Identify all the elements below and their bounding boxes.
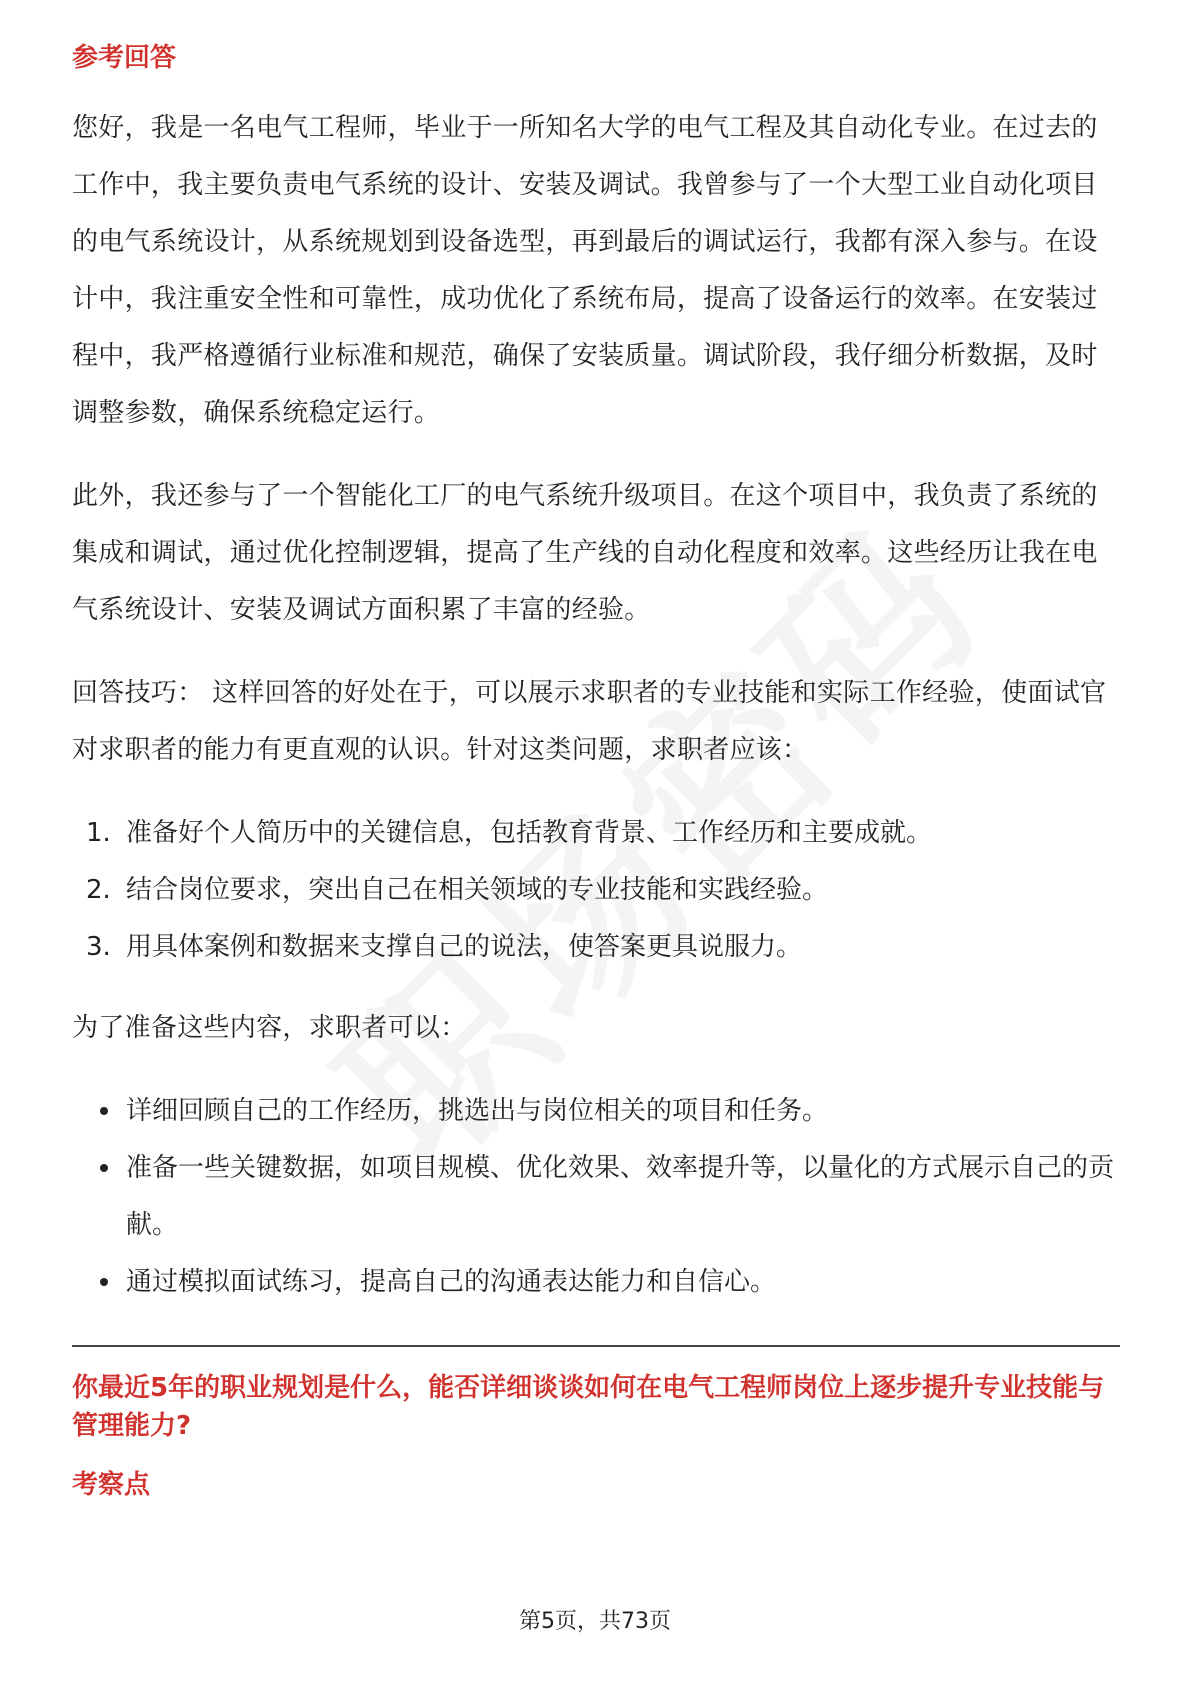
list-item: [72, 805, 1120, 862]
list-item: [72, 1254, 1120, 1311]
answer-label: 参考回答: [72, 43, 177, 73]
prep-intro: 为了准备这些内容，求职者可以：: [72, 1013, 467, 1043]
list-item: [72, 862, 1120, 919]
list-number: 3.: [86, 932, 111, 962]
list-item-text: 详细回顾自己的工作经历，挑选出与岗位相关的项目和任务。: [126, 1096, 829, 1126]
list-item-text: 准备好个人简历中的关键信息，包括教育背景、工作经历和主要成就。: [126, 818, 933, 848]
list-item-text: 通过模拟面试练习，提高自己的沟通表达能力和自信心。: [126, 1267, 777, 1297]
answer-paragraph-1: 您好，我是一名电气工程师，毕业于一所知名大学的电气工程及其自动化专业。在过去的工作中，我主要负责电气系统的设计、安装及调试。我曾参与了一个大型工业自动化项目的电气系统设计，从系统规划到设备选型，再到最后的调试运行，我都有深入参与。在设计中，我注重安全性和可靠性，成功优化了系统布局，提高了设备运行的效率。在安装过程中，我严格遵循行业标准和规范，确保了安装质量。调试阶段，我仔细分析数据，及时调整参数，确保系统稳定运行。: [72, 113, 1098, 428]
answer-paragraph-2: 此外，我还参与了一个智能化工厂的电气系统升级项目。在这个项目中，我负责了系统的集成和调试，通过优化控制逻辑，提高了生产线的自动化程度和效率。这些经历让我在电气系统设计、安装及调试方面积累了丰富的经验。: [72, 481, 1098, 625]
bullet-list: [72, 1083, 1120, 1311]
answer-tips-paragraph: 回答技巧： 这样回答的好处在于，可以展示求职者的专业技能和实际工作经验，使面试官对求职者的能力有更直观的认识。针对这类问题，求职者应该：: [72, 678, 1107, 765]
list-item: [72, 919, 1120, 976]
list-item: [72, 1140, 1120, 1254]
section-divider: [72, 1345, 1120, 1347]
bullet-icon: [100, 1164, 108, 1172]
list-item-text: 准备一些关键数据，如项目规模、优化效果、效率提升等，以量化的方式展示自己的贡献。: [126, 1153, 1115, 1240]
bullet-icon: [100, 1278, 108, 1286]
steps-list: [72, 805, 1120, 976]
list-number: 1.: [86, 818, 111, 848]
next-question-title: 你最近5年的职业规划是什么，能否详细谈谈如何在电气工程师岗位上逐步提升专业技能与管理能力?: [72, 1373, 1105, 1441]
document-page: [72, 40, 1120, 1527]
list-item-text: 用具体案例和数据来支撑自己的说法，使答案更具说服力。: [126, 932, 803, 962]
bullet-icon: [100, 1107, 108, 1115]
page-indicator: 第5页，共73页: [519, 1609, 671, 1634]
list-item-text: 结合岗位要求，突出自己在相关领域的专业技能和实践经验。: [126, 875, 829, 905]
list-item: [72, 1083, 1120, 1140]
examination-point-label: 考察点: [72, 1470, 151, 1500]
list-number: 2.: [86, 875, 111, 905]
